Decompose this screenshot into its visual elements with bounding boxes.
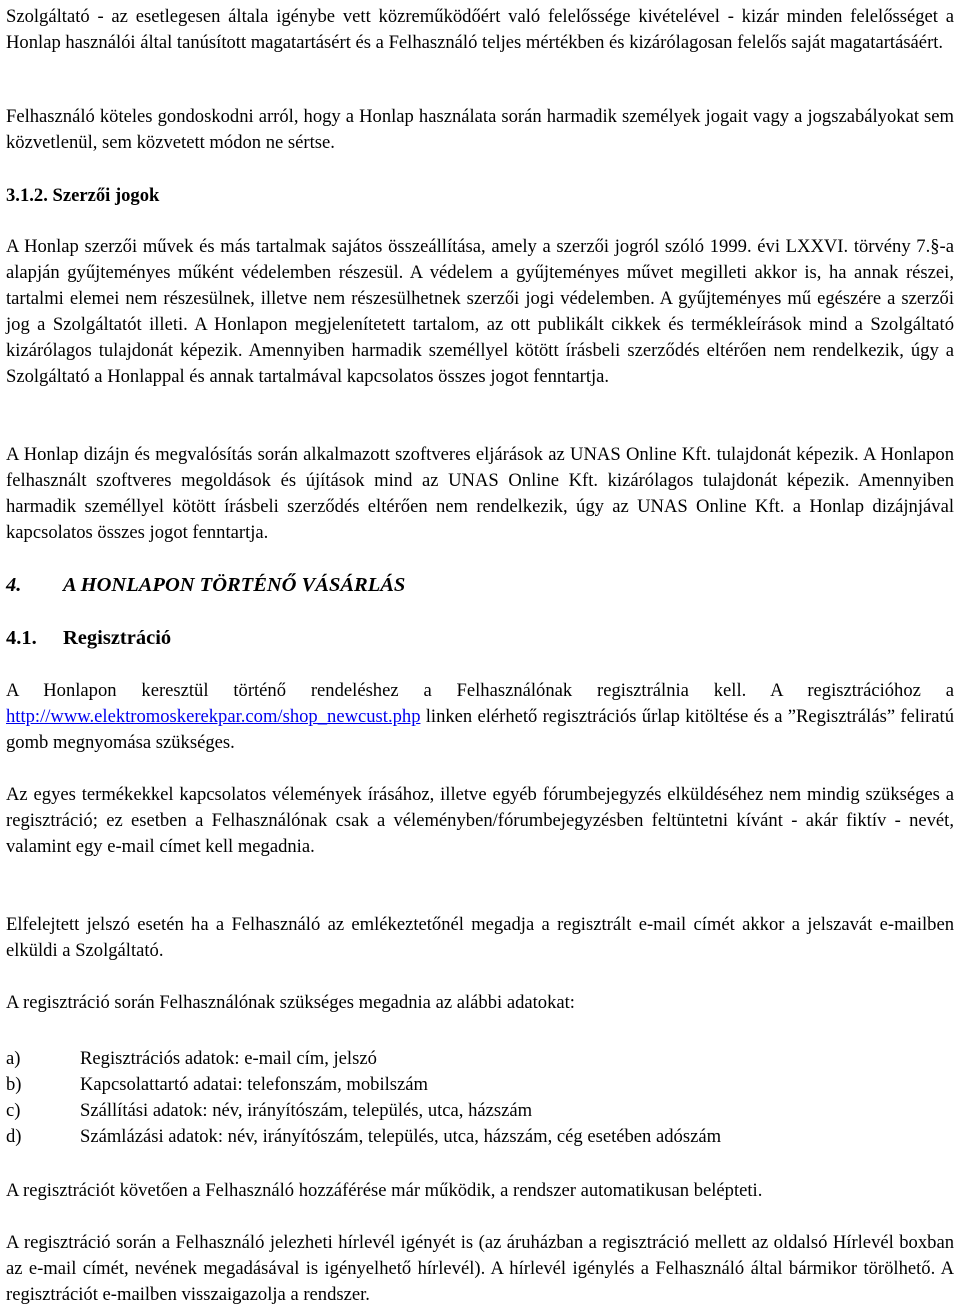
- list-marker: b): [6, 1074, 22, 1095]
- paragraph-liability: Szolgáltató - az esetlegesen általa igénybe vett közreműködőért való felelőssége kivételével - kizár minden felelősséget a Honlap használói által tanúsított magatartásért és a Felhasználó teljes mértékben és kizárólagosan felelős saját magatartásáért.: [6, 6, 954, 53]
- registration-link[interactable]: http://www.elektromoskerekpar.com/shop_newcust.php: [6, 706, 421, 727]
- registration-text-before: A Honlapon keresztül történő rendeléshez a Felhasználónak regisztrálnia kell. A regisztrációhoz a: [6, 680, 954, 701]
- list-item: [6, 1098, 532, 1124]
- chapter-title: A HONLAPON TÖRTÉNŐ VÁSÁRLÁS: [63, 574, 406, 596]
- list-item: [6, 1072, 428, 1098]
- section-number: 4.1.: [6, 627, 37, 649]
- list-item-text: Regisztrációs adatok: e-mail cím, jelszó: [80, 1048, 377, 1069]
- list-item-text: Kapcsolattartó adatai: telefonszám, mobilszám: [80, 1074, 428, 1095]
- paragraph-unas-rights: A Honlap dizájn és megvalósítás során alkalmazott szoftveres eljárások az UNAS Online Kft. tulajdonát képezik. A Honlapon felhasznált szoftveres megoldások és újítások mind az UNAS Online Kft. kizárólagos tulajdonát képezik. Amennyiben harmadik személlyel kötött írásbeli szerződés eltérően nem rendelkezik, úgy az UNAS Online Kft. a Honlap dizájnjával kapcsolatos összes jogot fenntartja.: [6, 444, 954, 543]
- list-item-text: Szállítási adatok: név, irányítószám, település, utca, házszám: [80, 1100, 533, 1121]
- section-heading-registration: [6, 625, 954, 651]
- list-item: [6, 1046, 377, 1072]
- paragraph-auto-login: A regisztrációt követően a Felhasználó hozzáférése már működik, a rendszer automatikusan belépteti.: [6, 1180, 763, 1201]
- list-item: [6, 1124, 721, 1150]
- paragraph-registration: [6, 678, 954, 756]
- section-heading-copyright: 3.1.2. Szerzői jogok: [6, 185, 160, 206]
- list-marker: a): [6, 1048, 21, 1069]
- paragraph-third-party-rights: Felhasználó köteles gondoskodni arról, hogy a Honlap használata során harmadik személyek jogait vagy a jogszabályokat sem közvetlenül, sem közvetett módon ne sértse.: [6, 106, 954, 153]
- list-marker: d): [6, 1126, 22, 1147]
- section-title: Regisztráció: [63, 627, 172, 649]
- chapter-number: 4.: [6, 574, 22, 596]
- paragraph-required-data: A regisztráció során Felhasználónak szükséges megadnia az alábbi adatokat:: [6, 992, 575, 1013]
- paragraph-forgotten-password: Elfelejtett jelszó esetén ha a Felhasználó az emlékeztetőnél megadja a regisztrált e-mail címét akkor a jelszavát e-mailben elküldi a Szolgáltató.: [6, 914, 954, 961]
- paragraph-copyright: A Honlap szerzői művek és más tartalmak sajátos összeállítása, amely a szerzői jogról szóló 1999. évi LXXVI. törvény 7.§-a alapján gyűjteményes műként védelemben részesül. A védelem a gyűjteményes művet megilleti akkor is, ha annak részei, tartalmi elemei nem részesülnek, illetve nem részesülhetnek szerzői jogi védelemben. A gyűjteményes mű egészére a szerzői jog a Szolgáltatót illeti. A Honlapon megjelenítetett tartalom, az ott publikált cikkek és termékleírások mind a Szolgáltató kizárólagos tulajdonát képezik. Amennyiben harmadik személlyel kötött írásbeli szerződés eltérően nem rendelkezik, úgy a Szolgáltató a Honlappal és annak tartalmával kapcsolatos összes jogot fenntartja.: [6, 236, 954, 387]
- list-item-text: Számlázási adatok: név, irányítószám, település, utca, házszám, cég esetében adószám: [80, 1126, 722, 1147]
- chapter-heading-purchase: [6, 572, 954, 598]
- list-marker: c): [6, 1100, 21, 1121]
- paragraph-newsletter: A regisztráció során a Felhasználó jelezheti hírlevél igényét is (az áruházban a regisztráció mellett az oldalsó Hírlevél boxban az e-mail címét, nevének megadásával is igényelhető hírlevél). A hírlevél igénylés a Felhasználó által bármikor törölhető. A regisztrációt e-mailben visszaigazolja a rendszer.: [6, 1232, 954, 1305]
- paragraph-reviews: Az egyes termékekkel kapcsolatos vélemények írásához, illetve egyéb fórumbejegyzés elküldéséhez nem mindig szükséges a regisztráció; ez esetben a Felhasználónak csak a véleményben/fórumbejegyzésben feltüntetni kívánt - akár fiktív - nevét, valamint egy e-mail címet kell megadnia.: [6, 784, 954, 857]
- registration-text-after: linken elérhető regisztrációs űrlap kitöltése és a ”Regisztrálás” feliratú gomb megnyomása szükséges.: [6, 706, 954, 753]
